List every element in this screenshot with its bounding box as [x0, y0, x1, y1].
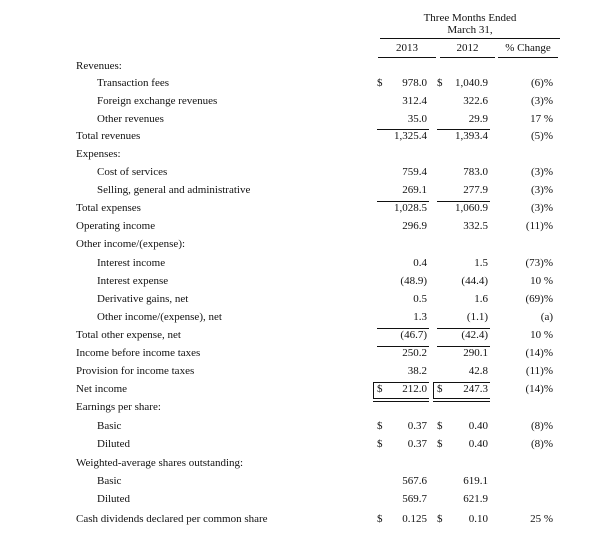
value-2013: 567.6 — [402, 475, 427, 487]
percent-change: (11)% — [525, 220, 553, 232]
value-2013: 269.1 — [402, 184, 427, 196]
value-2013: 0.125 — [402, 513, 427, 525]
row-total-other-expense-net-15 — [0, 329, 606, 346]
net-income-box-rule — [373, 383, 374, 398]
value-2013: 1,028.5 — [394, 202, 427, 214]
value-2012: 1.6 — [474, 293, 488, 305]
percent-change: (3)% — [531, 95, 553, 107]
value-2012: 783.0 — [463, 166, 488, 178]
dollar-sign-2012: $ — [437, 513, 443, 525]
percent-change: (6)% — [531, 77, 553, 89]
row-basic-20 — [0, 420, 606, 437]
value-2013: 978.0 — [402, 77, 427, 89]
row-label: Operating income — [76, 220, 156, 232]
value-2013: 0.37 — [407, 438, 427, 450]
row-selling-general-and-administrative-7 — [0, 184, 606, 201]
double-underline — [373, 398, 429, 402]
row-label: Weighted-average shares outstanding: — [76, 457, 244, 469]
value-2013: 0.5 — [413, 293, 427, 305]
subtotal-rule — [377, 129, 429, 130]
value-2013: 212.0 — [402, 383, 427, 395]
subtotal-rule — [377, 201, 429, 202]
dollar-sign-2012: $ — [437, 420, 443, 432]
value-2013: (46.7) — [400, 329, 427, 341]
dollar-sign-2013: $ — [377, 383, 383, 395]
row-net-income-18 — [0, 383, 606, 400]
dollar-sign-2013: $ — [377, 438, 383, 450]
subtotal-rule — [373, 382, 429, 383]
row-derivative-gains-net-13 — [0, 293, 606, 310]
row-label: Net income — [76, 383, 128, 395]
subtotal-rule — [437, 328, 490, 329]
row-diluted-24 — [0, 493, 606, 510]
row-label: Total other expense, net — [76, 329, 181, 341]
column-header-rule-change — [498, 57, 558, 58]
row-foreign-exchange-revenues-2 — [0, 95, 606, 112]
value-2012: (42.4) — [461, 329, 488, 341]
row-label: Provision for income taxes — [76, 365, 195, 377]
percent-change: (a) — [540, 311, 553, 323]
value-2012: 29.9 — [468, 113, 488, 125]
period-line-2: March 31, — [447, 24, 493, 36]
row-label: Selling, general and administrative — [97, 184, 251, 196]
dollar-sign-2013: $ — [377, 77, 383, 89]
row-label: Interest income — [97, 257, 166, 269]
row-provision-for-income-taxes-17 — [0, 365, 606, 382]
value-2013: 38.2 — [407, 365, 427, 377]
row-other-income-expense-10 — [0, 238, 606, 255]
row-cash-dividends-declared-per-common-share-25 — [0, 513, 606, 530]
dollar-sign-2012: $ — [437, 383, 443, 395]
row-label: Revenues: — [76, 60, 122, 72]
row-label: Income before income taxes — [76, 347, 201, 359]
value-2012: 290.1 — [463, 347, 488, 359]
value-2012: 1,393.4 — [455, 130, 488, 142]
header-rule — [380, 38, 560, 39]
row-other-revenues-3 — [0, 113, 606, 130]
row-label: Diluted — [97, 493, 130, 505]
subtotal-rule — [377, 346, 429, 347]
subtotal-rule — [437, 129, 490, 130]
column-header-rule-2013 — [378, 57, 436, 58]
row-label: Diluted — [97, 438, 130, 450]
value-2013: (48.9) — [400, 275, 427, 287]
row-diluted-21 — [0, 438, 606, 455]
percent-change: (8)% — [531, 438, 553, 450]
subtotal-rule — [437, 346, 490, 347]
value-2012: 0.10 — [468, 513, 488, 525]
row-weighted-average-shares-outstanding-22 — [0, 457, 606, 474]
percent-change: (5)% — [531, 130, 553, 142]
percent-change: (14)% — [525, 383, 553, 395]
row-earnings-per-share-19 — [0, 401, 606, 418]
percent-change: (8)% — [531, 420, 553, 432]
dollar-sign-2012: $ — [437, 77, 443, 89]
column-header-2013: 2013 — [396, 42, 418, 54]
subtotal-rule — [437, 201, 490, 202]
value-2012: 621.9 — [463, 493, 488, 505]
row-basic-23 — [0, 475, 606, 492]
subtotal-rule — [377, 328, 429, 329]
row-operating-income-9 — [0, 220, 606, 237]
net-income-box-rule — [433, 383, 434, 398]
column-header-2012: 2012 — [456, 42, 479, 54]
value-2012: (44.4) — [461, 275, 488, 287]
column-header-rule-2012 — [440, 57, 495, 58]
percent-change: (3)% — [531, 202, 553, 214]
percent-change: (69)% — [525, 293, 553, 305]
row-total-expenses-8 — [0, 202, 606, 219]
row-label: Other income/(expense), net — [97, 311, 222, 323]
value-2013: 296.9 — [402, 220, 427, 232]
percent-change: 10 % — [530, 329, 553, 341]
row-label: Foreign exchange revenues — [97, 95, 218, 107]
row-label: Earnings per share: — [76, 401, 161, 413]
dollar-sign-2012: $ — [437, 438, 443, 450]
value-2012: 332.5 — [463, 220, 488, 232]
value-2013: 569.7 — [402, 493, 427, 505]
period-line-1: Three Months Ended — [423, 12, 517, 24]
row-label: Cost of services — [97, 166, 168, 178]
value-2013: 1,325.4 — [394, 130, 427, 142]
row-label: Expenses: — [76, 148, 121, 160]
value-2012: 322.6 — [463, 95, 488, 107]
value-2013: 0.37 — [407, 420, 427, 432]
row-interest-income-11 — [0, 257, 606, 274]
value-2012: 0.40 — [468, 438, 488, 450]
row-label: Total expenses — [76, 202, 141, 214]
percent-change: (3)% — [531, 184, 553, 196]
value-2012: (1.1) — [466, 311, 488, 323]
column-header-change: % Change — [505, 42, 551, 54]
value-2013: 0.4 — [413, 257, 427, 269]
row-other-income-expense-net-14 — [0, 311, 606, 328]
value-2012: 1,060.9 — [455, 202, 488, 214]
value-2012: 1,040.9 — [455, 77, 488, 89]
row-total-revenues-4 — [0, 130, 606, 147]
row-income-before-income-taxes-16 — [0, 347, 606, 364]
value-2013: 250.2 — [402, 347, 427, 359]
row-label: Interest expense — [97, 275, 169, 287]
value-2012: 247.3 — [463, 383, 488, 395]
row-label: Basic — [97, 475, 122, 487]
row-expenses-5 — [0, 148, 606, 165]
dollar-sign-2013: $ — [377, 513, 383, 525]
subtotal-rule — [433, 382, 490, 383]
double-underline — [433, 398, 490, 402]
percent-change: (3)% — [531, 166, 553, 178]
row-cost-of-services-6 — [0, 166, 606, 183]
row-label: Other revenues — [97, 113, 164, 125]
row-label: Cash dividends declared per common share — [76, 513, 268, 525]
row-label: Basic — [97, 420, 122, 432]
value-2013: 759.4 — [402, 166, 427, 178]
percent-change: (11)% — [525, 365, 553, 377]
row-revenues-0 — [0, 60, 606, 77]
value-2012: 277.9 — [463, 184, 488, 196]
value-2012: 0.40 — [468, 420, 488, 432]
percent-change: 10 % — [530, 275, 553, 287]
value-2012: 1.5 — [474, 257, 488, 269]
row-interest-expense-12 — [0, 275, 606, 292]
row-label: Transaction fees — [97, 77, 169, 89]
dollar-sign-2013: $ — [377, 420, 383, 432]
value-2013: 35.0 — [407, 113, 427, 125]
value-2013: 1.3 — [413, 311, 427, 323]
value-2013: 312.4 — [402, 95, 427, 107]
row-label: Other income/(expense): — [76, 238, 186, 250]
percent-change: 25 % — [530, 513, 553, 525]
row-label: Total revenues — [76, 130, 141, 142]
value-2012: 619.1 — [463, 475, 488, 487]
period-header — [380, 12, 560, 36]
percent-change: (73)% — [525, 257, 553, 269]
value-2012: 42.8 — [468, 365, 488, 377]
percent-change: 17 % — [530, 113, 553, 125]
percent-change: (14)% — [525, 347, 553, 359]
row-transaction-fees-1 — [0, 77, 606, 94]
row-label: Derivative gains, net — [97, 293, 189, 305]
